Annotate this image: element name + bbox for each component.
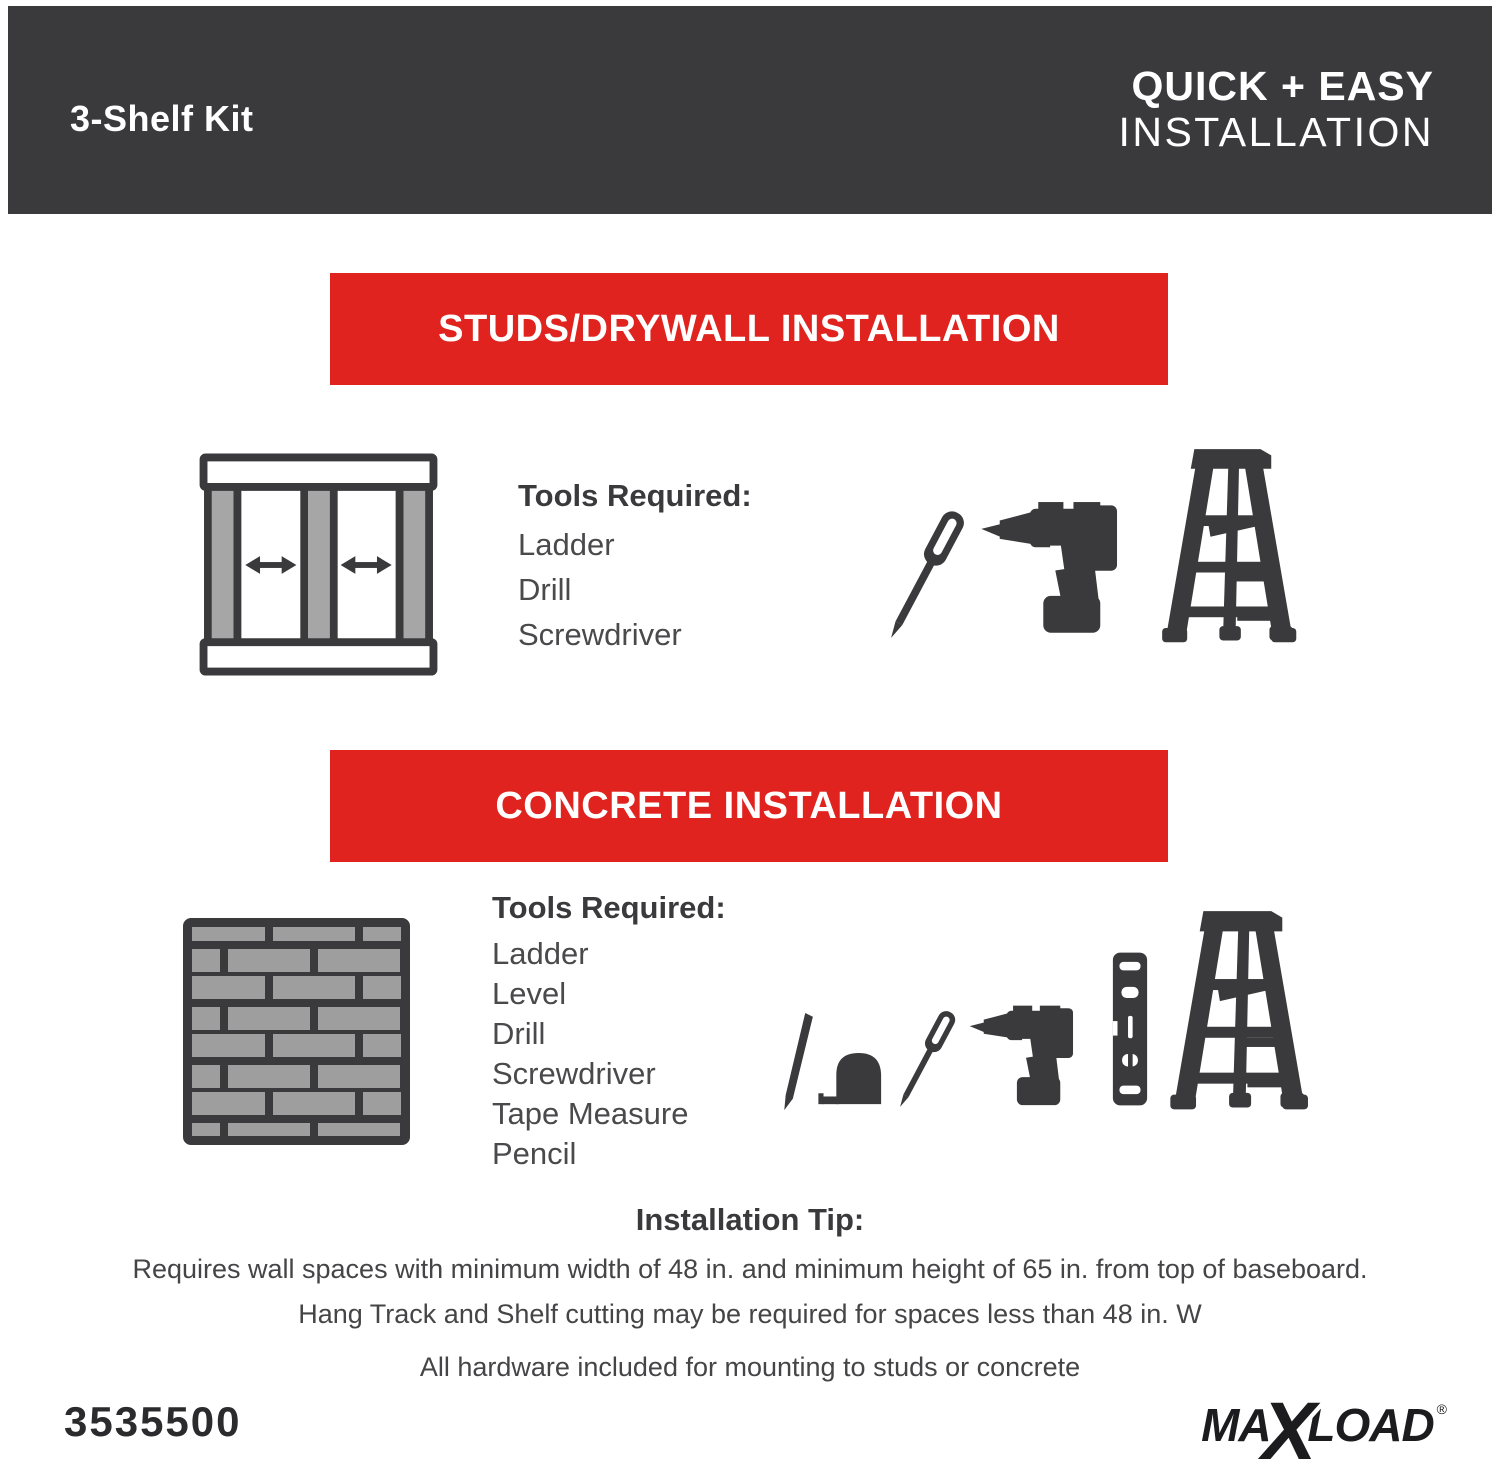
brand-logo-max: MA [1201, 1399, 1271, 1451]
studs-tool-list [518, 522, 752, 657]
pencil-icon [779, 1012, 821, 1112]
level-icon [1108, 950, 1152, 1108]
concrete-tool-list [492, 934, 726, 1174]
tip-line-1: Requires wall spaces with minimum width of 48 in. and minimum height of 65 in. from top of baseboard. [132, 1254, 1368, 1284]
tools-required-title: Tools Required: [492, 890, 726, 925]
kit-name: 3-Shelf Kit [70, 98, 254, 139]
tagline [1118, 64, 1434, 156]
studs-tools-block [518, 478, 752, 657]
sku-number: 3535500 [64, 1398, 242, 1445]
tool-list-item: Tape Measure [492, 1096, 689, 1131]
studs-drywall-banner-label: STUDS/DRYWALL INSTALLATION [438, 307, 1060, 350]
tagline-line1: QUICK + EASY [1131, 63, 1434, 109]
brick-wall-icon [183, 918, 410, 1145]
brand-logo: MA X LOAD ® [1201, 1386, 1447, 1465]
tool-list-item: Screwdriver [518, 617, 682, 652]
tools-required-title: Tools Required: [518, 478, 752, 513]
stud-wall-icon [197, 452, 440, 678]
tip-line-2: Hang Track and Shelf cutting may be required for spaces less than 48 in. W [298, 1299, 1202, 1329]
tool-list-item: Drill [492, 1016, 546, 1051]
drill-icon [958, 998, 1086, 1116]
tool-list-item: Ladder [518, 527, 615, 562]
concrete-banner-label: CONCRETE INSTALLATION [495, 784, 1003, 827]
tool-list-item: Screwdriver [492, 1056, 656, 1091]
tagline-line2: INSTALLATION [1118, 109, 1434, 156]
ladder-icon [1163, 900, 1319, 1115]
tool-list-item: Level [492, 976, 567, 1011]
hardware-note: All hardware included for mounting to studs or concrete [419, 1352, 1081, 1382]
studs-drywall-banner [330, 273, 1168, 385]
drill-icon [966, 492, 1134, 647]
concrete-tools-block [492, 890, 726, 1174]
registered-trademark-icon: ® [1436, 1401, 1447, 1417]
brand-logo-load: LOAD [1307, 1399, 1434, 1451]
installation-tip [0, 1202, 1500, 1344]
tool-list-item: Ladder [492, 936, 589, 971]
installation-tip-title: Installation Tip: [635, 1202, 865, 1237]
ladder-icon [1155, 438, 1307, 648]
tool-list-item: Pencil [492, 1136, 577, 1171]
header-bar [8, 6, 1492, 214]
concrete-banner [330, 750, 1168, 862]
tool-list-item: Drill [518, 572, 572, 607]
